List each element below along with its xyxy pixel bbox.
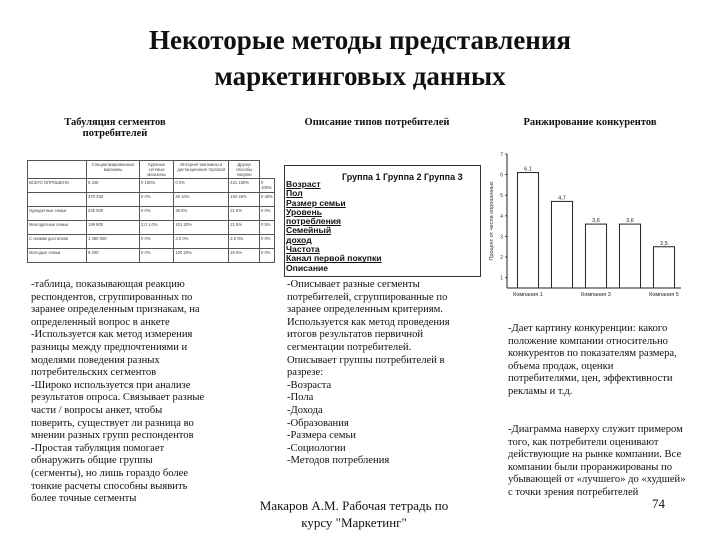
table-cell: 0 100% bbox=[140, 179, 174, 193]
table-cell: 100 20% bbox=[174, 249, 229, 263]
y-tick-label: 3 bbox=[500, 234, 503, 241]
table-cell: 0 0% bbox=[259, 235, 274, 249]
table-header-cell bbox=[28, 161, 87, 179]
x-tick-label: Компания 5 bbox=[649, 292, 679, 298]
table-cell: 192 45% bbox=[229, 193, 260, 207]
footer-line-1: Макаров А.М. Рабочая тетрадь по bbox=[259, 498, 449, 513]
table-cell: 199 800 bbox=[87, 221, 140, 235]
table-header-cell: Другие способы покупки bbox=[229, 161, 260, 179]
x-tick-label: Компания 1 bbox=[513, 292, 543, 298]
table-cell: 0 100% bbox=[259, 179, 274, 193]
description-item: Семейный bbox=[286, 225, 332, 236]
table-cell: 21 5% bbox=[229, 207, 260, 221]
table-row-label bbox=[28, 193, 87, 207]
y-tick-label: 6 bbox=[500, 172, 503, 179]
col1-header: Табуляция сегментов потребителей bbox=[64, 117, 166, 139]
segment-table bbox=[27, 160, 275, 263]
table-cell: 2,0 0% bbox=[229, 235, 260, 249]
bar bbox=[619, 224, 640, 288]
table-row-label: Молодые семьи bbox=[28, 249, 87, 263]
bar bbox=[653, 247, 674, 288]
table-row bbox=[28, 207, 275, 221]
col2-header: Описание типов потребителей bbox=[304, 117, 450, 128]
table-cell: 0 0% bbox=[140, 193, 174, 207]
table-cell: 370 250 bbox=[87, 193, 140, 207]
table-row bbox=[28, 179, 275, 193]
bar-value-label: 6,1 bbox=[524, 166, 532, 173]
table-row-label: С низким достатком bbox=[28, 235, 87, 249]
description-item: Размер семьи bbox=[286, 197, 346, 208]
y-tick-label: 2 bbox=[500, 255, 503, 262]
bar bbox=[517, 173, 538, 288]
table-cell: 0 0% bbox=[140, 207, 174, 221]
table-cell: 0 0% bbox=[259, 207, 274, 221]
bar bbox=[551, 201, 572, 288]
table-cell: 0 5% bbox=[259, 221, 274, 235]
table-cell: 9 200 bbox=[87, 249, 140, 263]
table-header-row bbox=[28, 161, 275, 179]
y-tick-label: 5 bbox=[500, 193, 503, 200]
bar-value-label: 3,6 bbox=[626, 218, 634, 225]
table-cell: 0 0% bbox=[174, 179, 229, 193]
table-cell: 101 20% bbox=[174, 221, 229, 235]
table-cell: 49 10% bbox=[174, 193, 229, 207]
y-tick-label: 7 bbox=[500, 152, 503, 158]
table-header-cell: Специализированные магазины bbox=[87, 161, 140, 179]
table-cell: 2,0 1,0% bbox=[140, 221, 174, 235]
table-cell: 1 380 000 bbox=[87, 235, 140, 249]
bar-value-label: 2,5 bbox=[660, 240, 668, 247]
table-header-cell: Крупные сетевые магазины bbox=[140, 161, 174, 179]
description-items bbox=[286, 180, 382, 273]
description-item: Уровень bbox=[286, 206, 322, 217]
table-row-label: Однодетные семьи bbox=[28, 207, 87, 221]
description-item: Канал первой покупки bbox=[286, 253, 382, 264]
page-title bbox=[60, 22, 660, 94]
table-cell: 9 346 bbox=[87, 179, 140, 193]
title-line-1: Некоторые методы представления bbox=[148, 25, 572, 55]
bar-value-label: 3,6 bbox=[592, 218, 600, 225]
table-cell: 20 5% bbox=[229, 249, 260, 263]
col3-header: Ранжирование конкурентов bbox=[523, 117, 657, 128]
table-cell: 0 0% bbox=[140, 235, 174, 249]
table-row bbox=[28, 193, 275, 207]
footer bbox=[254, 497, 454, 531]
col1-text: -таблица, показывающая реакцию респондентов, сгруппированных по заранее определенным признакам, на определенный вопрос в анкете -Используется как метод измерения разницы между предпочтениями и моделями поведения разных потребительских сегментов -Широко используется при анализе результатов опроса. Связывает разные части / вопросы анкет, чтобы поверить, существует ли разница во мнении разных групп респондентов -Простая табуляция помогает обнаружить общие группы (сегменты), но лишь гораздо более тонкие расчеты способны выявить более точные сегменты bbox=[31, 279, 205, 505]
table-row-label: Многодетные семьи bbox=[28, 221, 87, 235]
bar bbox=[585, 224, 606, 288]
y-tick-label: 1 bbox=[500, 275, 503, 282]
col2-text: -Описывает разные сегменты потребителей, сгруппированные по заранее определенным критериям. Используется как метод проведения итогов результатов первичной сегментации потребителей. Описывает группы потребителей в разрезе: -Возраста -Пола -Дохода -Образования -Размера семьи -Социологии -Методов потребления bbox=[287, 279, 450, 467]
y-axis-label: Процент от числа опрошенных bbox=[489, 181, 495, 261]
table-cell: 0 0% bbox=[140, 249, 174, 263]
col3-text-a: -Дает картину конкуренции: какого положение компании относительно конкурентов по показателям размера, объема продаж, оценки потребителями, цен, эффективности рекламы и т.д. bbox=[508, 323, 677, 397]
title-line-2: маркетинговых данных bbox=[214, 61, 506, 91]
table-cell: 2,0 0% bbox=[174, 235, 229, 249]
description-item: Описание bbox=[286, 262, 329, 273]
description-item: Частота bbox=[286, 244, 320, 255]
x-tick-label: Компания 3 bbox=[581, 292, 611, 298]
table-cell: 421 100% bbox=[229, 179, 260, 193]
table-cell: 21 5% bbox=[229, 221, 260, 235]
description-groups: Группа 1 Группа 2 Группа 3 bbox=[342, 172, 463, 182]
description-item: потребления bbox=[286, 216, 342, 227]
table-row bbox=[28, 249, 275, 263]
table-row bbox=[28, 235, 275, 249]
description-item: Пол bbox=[286, 188, 303, 199]
table-cell: 38 8% bbox=[174, 207, 229, 221]
table-row bbox=[28, 221, 275, 235]
description-item: доход bbox=[286, 234, 312, 245]
page-number: 74 bbox=[652, 496, 665, 511]
bar-value-label: 4,7 bbox=[558, 195, 566, 202]
description-item: Возраст bbox=[286, 179, 321, 189]
table-cell: 0 0% bbox=[259, 249, 274, 263]
y-tick-label: 4 bbox=[500, 213, 503, 220]
col3-text-b: -Диаграмма наверху служит примером того, как потребители оценивают действующие на рынке компании. Все компании были проранжированы по убывающей от «лучшего» до «худшей» с точки зрения потребителей bbox=[508, 424, 686, 498]
footer-line-2: курсу "Маркетинг" bbox=[301, 515, 407, 530]
table-cell: 0 45% bbox=[259, 193, 274, 207]
ranking-chart bbox=[485, 148, 685, 306]
table-header-cell: Интернет-магазины и дистанционная торговля bbox=[174, 161, 229, 179]
table-row-label: ВСЕГО ОПРОШЕНО bbox=[28, 179, 87, 193]
table-cell: 245 500 bbox=[87, 207, 140, 221]
